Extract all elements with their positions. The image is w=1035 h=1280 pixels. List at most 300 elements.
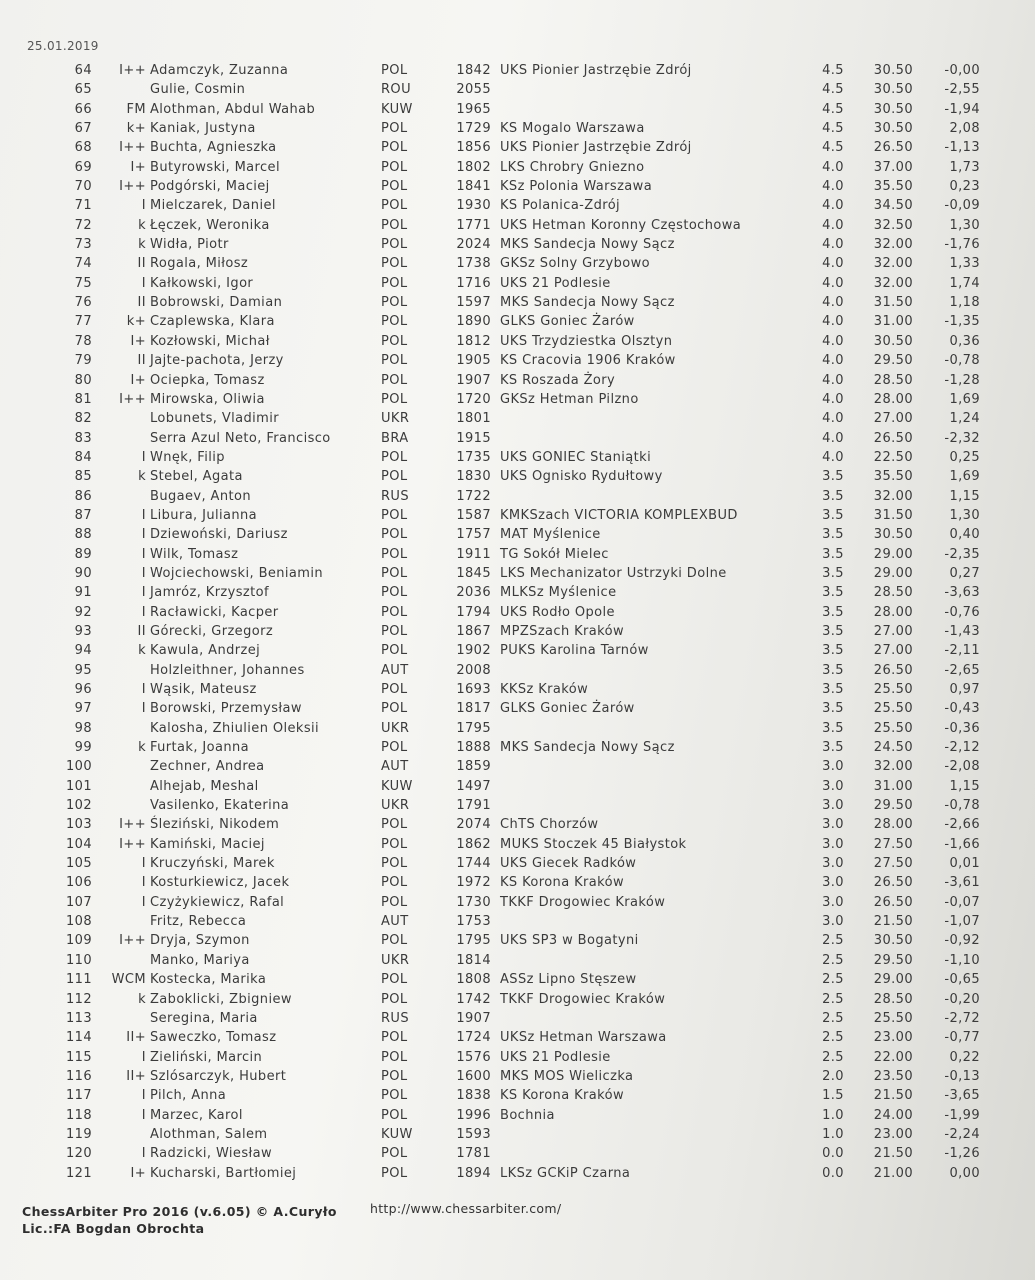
points: 3.0 xyxy=(822,856,844,872)
rating: 1801 xyxy=(456,411,491,427)
tiebreak-score: 26.50 xyxy=(873,875,913,891)
table-row xyxy=(0,738,1035,757)
player-title: I+ xyxy=(130,372,146,388)
club-name: UKS Ognisko Rydułtowy xyxy=(500,469,663,485)
table-row xyxy=(0,1144,1035,1163)
federation: POL xyxy=(381,565,408,581)
player-name: Dziewoński, Dariusz xyxy=(150,527,288,543)
rank-number: 115 xyxy=(65,1049,92,1065)
federation: POL xyxy=(381,894,408,910)
player-title: I++ xyxy=(119,140,146,156)
points: 4.0 xyxy=(822,295,844,311)
club-name: LKSz GCKiP Czarna xyxy=(500,1165,631,1181)
rating-change: 1,18 xyxy=(949,295,980,311)
rating-change: 0,25 xyxy=(949,449,980,465)
player-title: I++ xyxy=(119,836,146,852)
federation: RUS xyxy=(381,1010,409,1026)
player-title: k xyxy=(138,469,146,485)
rating-change: 1,73 xyxy=(949,159,980,175)
points: 1.5 xyxy=(822,1088,844,1104)
player-name: Górecki, Grzegorz xyxy=(150,623,274,639)
rating: 2074 xyxy=(456,817,491,833)
tiebreak-score: 29.50 xyxy=(873,952,913,968)
table-row xyxy=(0,835,1035,854)
player-name: Zaboklicki, Zbigniew xyxy=(150,991,292,1007)
rating: 1888 xyxy=(456,740,491,756)
points: 4.0 xyxy=(822,372,844,388)
tiebreak-score: 28.50 xyxy=(873,585,913,601)
club-name: UKS Hetman Koronny Częstochowa xyxy=(500,217,742,233)
rating-change: 0,00 xyxy=(949,1165,980,1181)
rank-number: 109 xyxy=(65,933,92,949)
federation: POL xyxy=(381,546,408,562)
points: 4.5 xyxy=(822,121,844,137)
player-name: Racławicki, Kacper xyxy=(150,604,279,620)
points: 3.0 xyxy=(822,914,844,930)
table-row xyxy=(0,448,1035,467)
club-name: UKS Rodło Opole xyxy=(500,604,615,620)
rating-change: -2,24 xyxy=(944,1126,980,1142)
table-row xyxy=(0,1125,1035,1144)
club-name: MKS MOS Wieliczka xyxy=(500,1068,634,1084)
federation: POL xyxy=(381,1049,408,1065)
rating: 1830 xyxy=(456,469,491,485)
rank-number: 98 xyxy=(74,720,92,736)
rating: 1856 xyxy=(456,140,491,156)
rank-number: 110 xyxy=(65,952,92,968)
tiebreak-score: 23.50 xyxy=(873,1068,913,1084)
table-row xyxy=(0,274,1035,293)
tiebreak-score: 30.50 xyxy=(873,121,913,137)
table-row xyxy=(0,951,1035,970)
rating-change: -2,35 xyxy=(944,546,980,562)
tiebreak-score: 29.00 xyxy=(873,972,913,988)
rating: 1817 xyxy=(456,701,491,717)
tiebreak-score: 27.00 xyxy=(873,411,913,427)
points: 3.5 xyxy=(822,623,844,639)
tiebreak-score: 30.50 xyxy=(873,333,913,349)
federation: POL xyxy=(381,604,408,620)
club-name: MLKSz Myślenice xyxy=(500,585,617,601)
player-name: Manko, Mariya xyxy=(150,952,250,968)
tiebreak-score: 21.50 xyxy=(873,914,913,930)
rating-change: -2,08 xyxy=(944,759,980,775)
player-title: k+ xyxy=(126,314,146,330)
federation: POL xyxy=(381,295,408,311)
rating: 1907 xyxy=(456,1010,491,1026)
points: 3.0 xyxy=(822,894,844,910)
player-name: Jajte-pachota, Jerzy xyxy=(150,353,284,369)
tiebreak-score: 32.50 xyxy=(873,217,913,233)
player-title: WCM xyxy=(111,972,146,988)
points: 3.5 xyxy=(822,720,844,736)
player-name: Alothman, Salem xyxy=(150,1126,268,1142)
rating: 1744 xyxy=(456,856,491,872)
player-name: Rogala, Miłosz xyxy=(150,256,249,272)
federation: POL xyxy=(381,333,408,349)
table-row xyxy=(0,61,1035,80)
tiebreak-score: 25.50 xyxy=(873,1010,913,1026)
tiebreak-score: 28.00 xyxy=(873,604,913,620)
rank-number: 72 xyxy=(74,217,92,233)
federation: BRA xyxy=(381,430,409,446)
rating-change: -2,66 xyxy=(944,817,980,833)
federation: KUW xyxy=(381,101,413,117)
points: 3.5 xyxy=(822,585,844,601)
player-name: Wnęk, Filip xyxy=(150,449,225,465)
rating-change: 1,15 xyxy=(949,488,980,504)
club-name: TKKF Drogowiec Kraków xyxy=(500,894,666,910)
club-name: TG Sokół Mielec xyxy=(500,546,609,562)
rank-number: 77 xyxy=(74,314,92,330)
points: 3.5 xyxy=(822,682,844,697)
rating: 1753 xyxy=(456,914,491,930)
rank-number: 73 xyxy=(74,237,92,253)
points: 2.5 xyxy=(822,952,844,968)
points: 4.0 xyxy=(822,449,844,465)
player-name: Saweczko, Tomasz xyxy=(150,1030,277,1046)
player-name: Kaniak, Justyna xyxy=(150,121,256,137)
federation: POL xyxy=(381,449,408,465)
club-name: Bochnia xyxy=(500,1107,555,1123)
license-line: Lic.:FA Bogdan Obrochta xyxy=(22,1221,205,1236)
player-name: Butyrowski, Marcel xyxy=(150,159,280,175)
player-name: Vasilenko, Ekaterina xyxy=(150,798,290,814)
federation: AUT xyxy=(381,759,409,775)
table-row xyxy=(0,525,1035,544)
club-name: GLKS Goniec Żarów xyxy=(500,701,635,717)
rank-number: 114 xyxy=(65,1030,92,1046)
rating: 1911 xyxy=(456,546,491,562)
table-row xyxy=(0,196,1035,215)
table-row xyxy=(0,235,1035,254)
rating-change: -0,09 xyxy=(944,198,980,214)
points: 3.0 xyxy=(822,778,844,794)
table-row xyxy=(0,1106,1035,1125)
player-title: I xyxy=(141,1049,146,1065)
club-name: PUKS Karolina Tarnów xyxy=(500,643,649,659)
rank-number: 112 xyxy=(65,991,92,1007)
player-name: Pilch, Anna xyxy=(150,1088,227,1104)
rating-change: -1,13 xyxy=(944,140,980,156)
rank-number: 69 xyxy=(74,159,92,175)
rank-number: 65 xyxy=(74,82,92,98)
player-name: Kawula, Andrzej xyxy=(150,643,261,659)
points: 4.0 xyxy=(822,237,844,253)
table-row xyxy=(0,351,1035,370)
rating: 1795 xyxy=(456,933,491,949)
table-row xyxy=(0,158,1035,177)
player-name: Szlósarczyk, Hubert xyxy=(150,1068,287,1084)
rank-number: 64 xyxy=(74,63,92,78)
table-row xyxy=(0,1067,1035,1086)
player-title: I+ xyxy=(130,1165,146,1181)
rating: 1738 xyxy=(456,256,491,272)
rank-number: 119 xyxy=(65,1126,92,1142)
federation: POL xyxy=(381,217,408,233)
rating: 1771 xyxy=(456,217,491,233)
points: 3.5 xyxy=(822,604,844,620)
rank-number: 86 xyxy=(74,488,92,504)
rating: 1808 xyxy=(456,972,491,988)
rank-number: 101 xyxy=(65,778,92,794)
points: 4.0 xyxy=(822,159,844,175)
rating: 1716 xyxy=(456,275,491,291)
rank-number: 103 xyxy=(65,817,92,833)
tiebreak-score: 35.50 xyxy=(873,469,913,485)
rank-number: 78 xyxy=(74,333,92,349)
software-credit: ChessArbiter Pro 2016 (v.6.05) © A.Curyło xyxy=(22,1204,337,1219)
player-title: I xyxy=(141,565,146,581)
tiebreak-score: 29.50 xyxy=(873,798,913,814)
rank-number: 82 xyxy=(74,411,92,427)
player-name: Wąsik, Mateusz xyxy=(150,682,257,697)
rating: 1838 xyxy=(456,1088,491,1104)
club-name: UKS 21 Podlesie xyxy=(500,1049,611,1065)
player-name: Furtak, Joanna xyxy=(150,740,250,756)
table-row xyxy=(0,990,1035,1009)
rank-number: 102 xyxy=(65,798,92,814)
club-name: KS Mogalo Warszawa xyxy=(500,121,645,137)
rating: 1905 xyxy=(456,353,491,369)
tiebreak-score: 31.00 xyxy=(873,778,913,794)
player-name: Bugaev, Anton xyxy=(150,488,251,504)
rating: 1802 xyxy=(456,159,491,175)
rating-change: 0,97 xyxy=(949,682,980,697)
table-row xyxy=(0,815,1035,834)
rating-change: -1,99 xyxy=(944,1107,980,1123)
tiebreak-score: 21.00 xyxy=(873,1165,913,1181)
player-title: I xyxy=(141,527,146,543)
tiebreak-score: 32.00 xyxy=(873,488,913,504)
rating: 1722 xyxy=(456,488,491,504)
points: 4.0 xyxy=(822,217,844,233)
rating: 1894 xyxy=(456,1165,491,1181)
tiebreak-score: 24.50 xyxy=(873,740,913,756)
table-row xyxy=(0,854,1035,873)
points: 3.5 xyxy=(822,488,844,504)
tiebreak-score: 32.00 xyxy=(873,759,913,775)
player-name: Kałkowski, Igor xyxy=(150,275,254,291)
club-name: MKS Sandecja Nowy Sącz xyxy=(500,740,675,756)
rating-change: -1,35 xyxy=(944,314,980,330)
table-row xyxy=(0,1164,1035,1183)
table-row xyxy=(0,641,1035,660)
federation: POL xyxy=(381,391,408,407)
federation: POL xyxy=(381,1146,408,1162)
player-title: I+ xyxy=(130,333,146,349)
federation: KUW xyxy=(381,778,413,794)
club-name: GKSz Solny Grzybowo xyxy=(500,256,651,272)
player-name: Stebel, Agata xyxy=(150,469,243,485)
table-row xyxy=(0,583,1035,602)
rating-change: -1,94 xyxy=(944,101,980,117)
points: 3.0 xyxy=(822,817,844,833)
table-row xyxy=(0,506,1035,525)
player-name: Marzec, Karol xyxy=(150,1107,243,1123)
rating: 1742 xyxy=(456,991,491,1007)
rank-number: 111 xyxy=(65,972,92,988)
player-name: Seregina, Maria xyxy=(150,1010,258,1026)
points: 4.5 xyxy=(822,63,844,78)
rating: 1859 xyxy=(456,759,491,775)
rating: 1576 xyxy=(456,1049,491,1065)
footer-url: http://www.chessarbiter.com/ xyxy=(370,1201,562,1216)
federation: UKR xyxy=(381,952,410,968)
rating: 1497 xyxy=(456,778,491,794)
tiebreak-score: 31.50 xyxy=(873,295,913,311)
rank-number: 100 xyxy=(65,759,92,775)
table-row xyxy=(0,777,1035,796)
points: 3.5 xyxy=(822,643,844,659)
rating: 1587 xyxy=(456,507,491,523)
player-name: Kozłowski, Michał xyxy=(150,333,270,349)
table-row xyxy=(0,216,1035,235)
rating: 1735 xyxy=(456,449,491,465)
rank-number: 80 xyxy=(74,372,92,388)
rating-change: -0,36 xyxy=(944,720,980,736)
rating: 2024 xyxy=(456,237,491,253)
points: 3.5 xyxy=(822,701,844,717)
tiebreak-score: 31.00 xyxy=(873,314,913,330)
federation: POL xyxy=(381,237,408,253)
rating-change: -2,11 xyxy=(944,643,980,659)
player-title: I xyxy=(141,875,146,891)
rating-change: -3,65 xyxy=(944,1088,980,1104)
rating-change: -0,07 xyxy=(944,894,980,910)
rating-change: 0,23 xyxy=(949,179,980,195)
federation: POL xyxy=(381,991,408,1007)
points: 2.5 xyxy=(822,1049,844,1065)
points: 1.0 xyxy=(822,1126,844,1142)
rating: 1845 xyxy=(456,565,491,581)
tiebreak-score: 34.50 xyxy=(873,198,913,214)
table-row xyxy=(0,371,1035,390)
federation: POL xyxy=(381,256,408,272)
table-row xyxy=(0,873,1035,892)
points: 3.0 xyxy=(822,759,844,775)
federation: POL xyxy=(381,875,408,891)
rank-number: 75 xyxy=(74,275,92,291)
rank-number: 81 xyxy=(74,391,92,407)
player-title: I xyxy=(141,682,146,697)
table-row xyxy=(0,545,1035,564)
rating: 1842 xyxy=(456,63,491,78)
player-name: Kalosha, Zhiulien Oleksii xyxy=(150,720,320,736)
rating: 1730 xyxy=(456,894,491,910)
rating: 1907 xyxy=(456,372,491,388)
federation: POL xyxy=(381,275,408,291)
rank-number: 95 xyxy=(74,662,92,678)
rating-change: -0,92 xyxy=(944,933,980,949)
federation: POL xyxy=(381,623,408,639)
club-name: UKS 21 Podlesie xyxy=(500,275,611,291)
table-row xyxy=(0,1009,1035,1028)
rating: 2055 xyxy=(456,82,491,98)
club-name: ASSz Lipno Stęszew xyxy=(500,972,637,988)
tiebreak-score: 28.50 xyxy=(873,372,913,388)
player-title: k xyxy=(138,643,146,659)
tiebreak-score: 27.00 xyxy=(873,643,913,659)
player-name: Dryja, Szymon xyxy=(150,933,250,949)
club-name: UKS SP3 w Bogatyni xyxy=(500,933,639,949)
rating-change: 0,27 xyxy=(949,565,980,581)
club-name: UKS Pionier Jastrzębie Zdrój xyxy=(500,140,692,156)
rating-change: -0,78 xyxy=(944,798,980,814)
rating-change: 1,69 xyxy=(949,391,980,407)
player-title: I xyxy=(141,894,146,910)
table-row xyxy=(0,409,1035,428)
tiebreak-score: 35.50 xyxy=(873,179,913,195)
rating-change: -2,65 xyxy=(944,662,980,678)
points: 2.5 xyxy=(822,991,844,1007)
federation: POL xyxy=(381,643,408,659)
rank-number: 88 xyxy=(74,527,92,543)
points: 0.0 xyxy=(822,1165,844,1181)
table-row xyxy=(0,603,1035,622)
player-name: Mielczarek, Daniel xyxy=(150,198,276,214)
rating-change: -0,76 xyxy=(944,604,980,620)
table-row xyxy=(0,757,1035,776)
club-name: UKS GONIEC Staniątki xyxy=(500,449,652,465)
tiebreak-score: 21.50 xyxy=(873,1146,913,1162)
rating-change: -2,12 xyxy=(944,740,980,756)
club-name: UKS Trzydziestka Olsztyn xyxy=(500,333,673,349)
player-title: FM xyxy=(126,101,146,117)
club-name: MPZSzach Kraków xyxy=(500,623,625,639)
club-name: KMKSzach VICTORIA KOMPLEXBUD xyxy=(500,507,738,523)
player-title: II+ xyxy=(126,1068,146,1084)
points: 2.5 xyxy=(822,1030,844,1046)
tiebreak-score: 29.00 xyxy=(873,546,913,562)
club-name: LKS Mechanizator Ustrzyki Dolne xyxy=(500,565,727,581)
club-name: KSz Polonia Warszawa xyxy=(500,179,653,195)
rating-change: 1,30 xyxy=(949,217,980,233)
player-name: Kostecka, Marika xyxy=(150,972,267,988)
rating-change: -0,13 xyxy=(944,1068,980,1084)
player-name: Kruczyński, Marek xyxy=(150,856,275,872)
table-row xyxy=(0,719,1035,738)
player-name: Borowski, Przemysław xyxy=(150,701,302,717)
points: 4.0 xyxy=(822,198,844,214)
federation: AUT xyxy=(381,914,409,930)
player-title: k+ xyxy=(126,121,146,137)
rank-number: 113 xyxy=(65,1010,92,1026)
club-name: UKSz Hetman Warszawa xyxy=(500,1030,667,1046)
table-row xyxy=(0,1086,1035,1105)
player-title: I++ xyxy=(119,817,146,833)
rating-change: 0,22 xyxy=(949,1049,980,1065)
club-name: TKKF Drogowiec Kraków xyxy=(500,991,666,1007)
tiebreak-score: 25.50 xyxy=(873,720,913,736)
rank-number: 116 xyxy=(65,1068,92,1084)
table-row xyxy=(0,293,1035,312)
tiebreak-score: 32.00 xyxy=(873,256,913,272)
player-name: Kamiński, Maciej xyxy=(150,836,265,852)
points: 4.0 xyxy=(822,314,844,330)
table-row xyxy=(0,467,1035,486)
tiebreak-score: 23.00 xyxy=(873,1126,913,1142)
federation: POL xyxy=(381,1068,408,1084)
player-title: I+ xyxy=(130,159,146,175)
points: 3.0 xyxy=(822,836,844,852)
points: 3.5 xyxy=(822,740,844,756)
points: 4.0 xyxy=(822,179,844,195)
table-row xyxy=(0,312,1035,331)
player-title: I++ xyxy=(119,391,146,407)
federation: POL xyxy=(381,179,408,195)
rank-number: 84 xyxy=(74,449,92,465)
